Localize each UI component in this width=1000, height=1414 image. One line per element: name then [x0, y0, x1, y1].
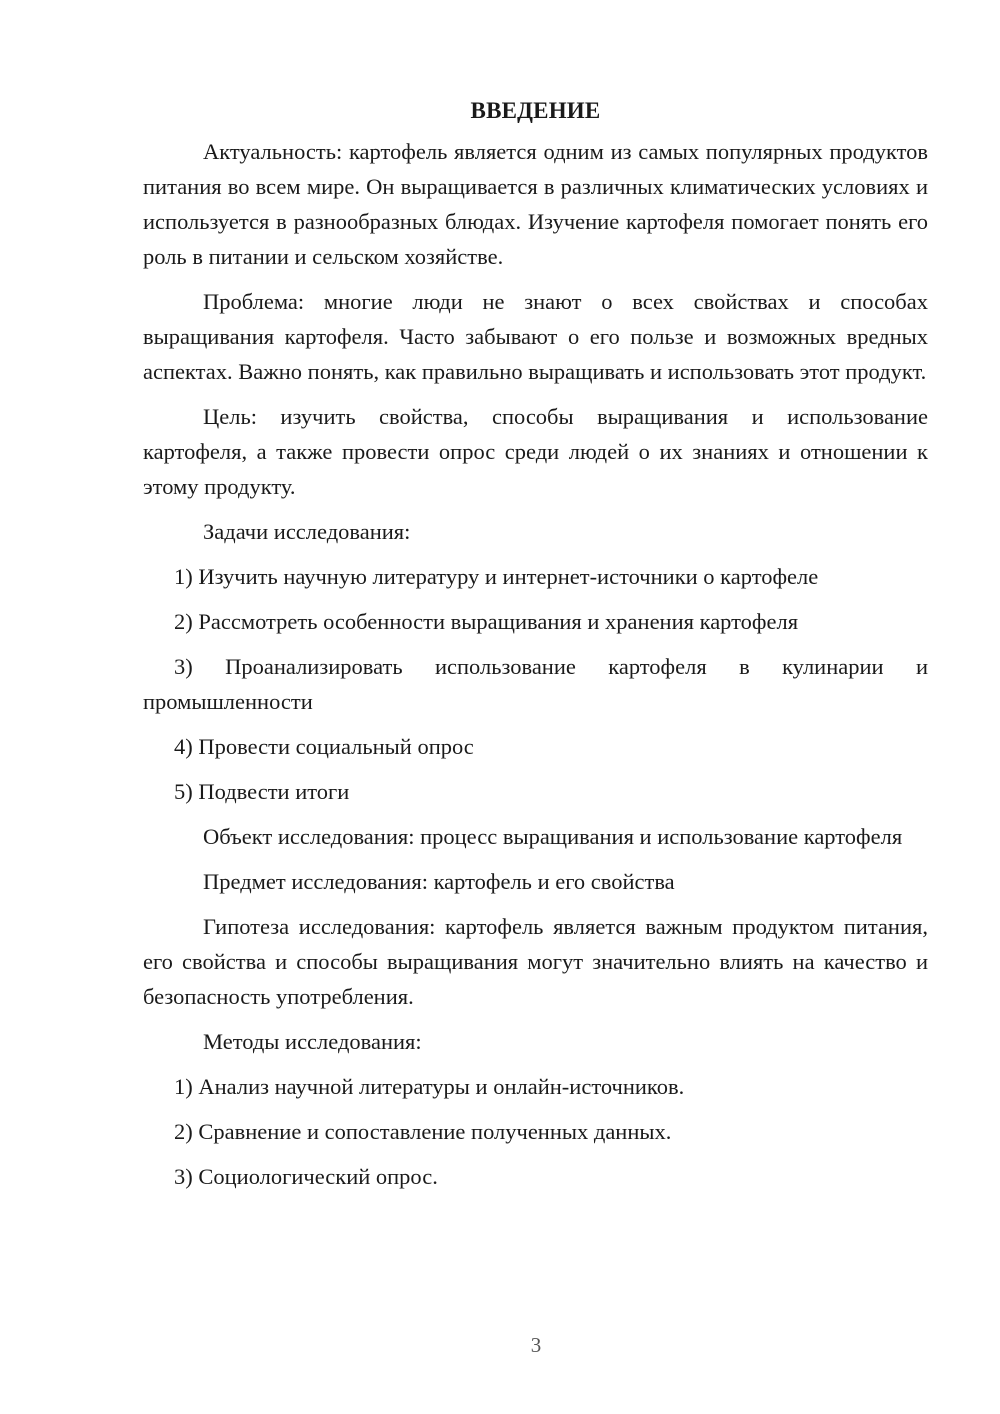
document-page — [143, 96, 928, 1204]
goal-paragraph: Цель: изучить свойства, способы выращивания и использование картофеля, а также провести опрос среди людей о их знаниях и отношении к этому продукту. — [143, 404, 928, 499]
tasks-heading: Задачи исследования: — [203, 519, 411, 544]
object-paragraph: Объект исследования: процесс выращивания и использование картофеля — [203, 824, 903, 849]
task-item-5: 5) Подвести итоги — [174, 779, 350, 804]
problem-paragraph: Проблема: многие люди не знают о всех свойствах и способах выращивания картофеля. Часто забывают о его пользе и возможных вредных аспектах. Важно понять, как правильно выращивать и использовать этот продукт. — [143, 289, 928, 384]
page-number: 3 — [530, 1333, 542, 1357]
page-title: ВВЕДЕНИЕ — [470, 98, 601, 123]
method-item-3: 3) Социологический опрос. — [174, 1164, 438, 1189]
task-item-3: 3) Проанализировать использование картофеля в кулинарии и промышленности — [143, 654, 928, 714]
hypothesis-paragraph: Гипотеза исследования: картофель является важным продуктом питания, его свойства и способы выращивания могут значительно влиять на качество и безопасность употребления. — [143, 914, 928, 1009]
method-item-1: 1) Анализ научной литературы и онлайн-источников. — [174, 1074, 685, 1099]
task-item-2: 2) Рассмотреть особенности выращивания и хранения картофеля — [174, 609, 799, 634]
task-item-4: 4) Провести социальный опрос — [174, 734, 474, 759]
task-item-1: 1) Изучить научную литературу и интернет-источники о картофеле — [174, 564, 819, 589]
method-item-2: 2) Сравнение и сопоставление полученных данных. — [174, 1119, 672, 1144]
subject-paragraph: Предмет исследования: картофель и его свойства — [203, 869, 675, 894]
relevance-paragraph: Актуальность: картофель является одним из самых популярных продуктов питания во всем мире. Он выращивается в различных климатических условиях и используется в разнообразных блюдах. Изучение картофеля помогает понять его роль в питании и сельском хозяйстве. — [143, 139, 928, 269]
methods-heading: Методы исследования: — [203, 1029, 422, 1054]
